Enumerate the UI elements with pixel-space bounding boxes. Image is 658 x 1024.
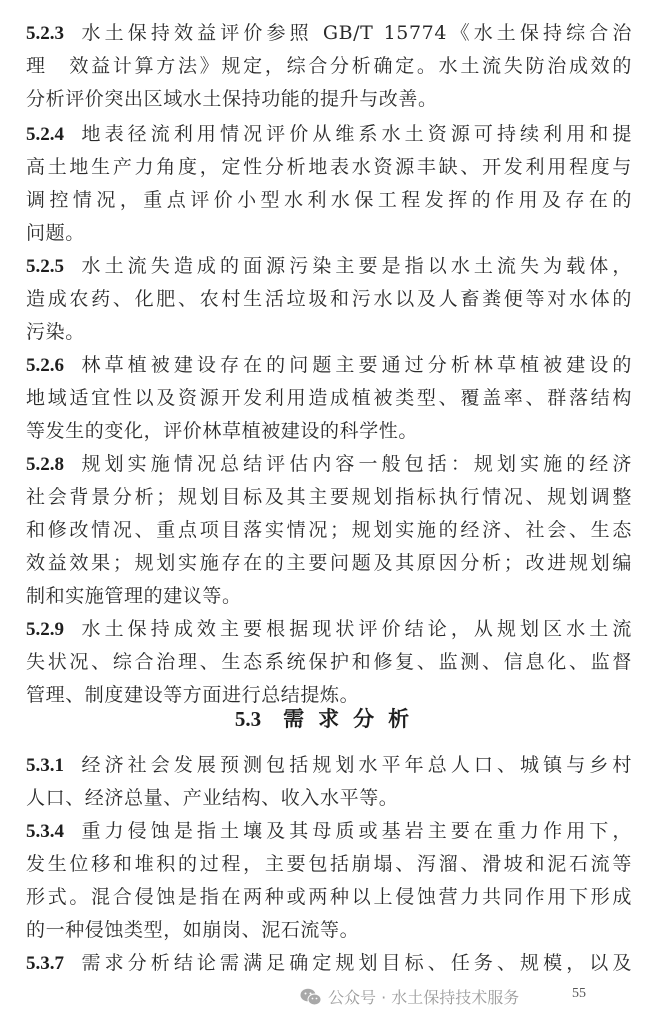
clause-number: 5.2.8 bbox=[26, 454, 64, 475]
paragraph-5-2-6-line-1: 5.2.6 林草植被建设存在的问题主要通过分析林草植被建设的 bbox=[26, 354, 632, 376]
paragraph-line: 管理、制度建设等方面进行总结提炼。 bbox=[26, 684, 360, 706]
paragraph-line: 失状况、综合治理、生态系统保护和修复、监测、信息化、监督 bbox=[26, 651, 632, 673]
paragraph-line: 社会背景分析；规划目标及其主要规划指标执行情况、规划调整 bbox=[26, 486, 632, 508]
section-heading bbox=[0, 702, 658, 736]
paragraph-line: 和修改情况、重点项目落实情况；规划实施的经济、社会、生态 bbox=[26, 519, 632, 541]
paragraph-line: 理 效益计算方法》规定，综合分析确定。水土流失防治成效的 bbox=[26, 55, 632, 77]
paragraph-line: 调控情况，重点评价小型水利水保工程发挥的作用及存在的 bbox=[26, 189, 632, 211]
section-number: 5.3 bbox=[234, 707, 262, 731]
paragraph-5-3-1-line-1: 5.3.1 经济社会发展预测包括规划水平年总人口、城镇与乡村 bbox=[26, 754, 632, 776]
paragraph-line: 造成农药、化肥、农村生活垃圾和污水以及人畜粪便等对水体的 bbox=[26, 288, 632, 310]
paragraph-line: 制和实施管理的建议等。 bbox=[26, 585, 242, 607]
paragraph-5-2-9-line-1: 5.2.9 水土保持成效主要根据现状评价结论，从规划区水土流 bbox=[26, 618, 632, 640]
paragraph-line: 效益效果；规划实施存在的主要问题及其原因分析；改进规划编 bbox=[26, 552, 632, 574]
watermark-text: 公众号 · 水土保持技术服务 bbox=[328, 988, 520, 1007]
clause-number: 5.2.9 bbox=[26, 619, 64, 640]
section-title-text: 需求分析 bbox=[283, 706, 424, 731]
paragraph-line: 问题。 bbox=[26, 222, 85, 244]
paragraph-line: 分析评价突出区域水土保持功能的提升与改善。 bbox=[26, 88, 438, 110]
clause-number: 5.3.1 bbox=[26, 755, 64, 776]
paragraph-5-3-4-line-1: 5.3.4 重力侵蚀是指土壤及其母质或基岩主要在重力作用下， bbox=[26, 820, 632, 842]
clause-number: 5.2.3 bbox=[26, 23, 64, 44]
paragraph-5-2-5-line-1: 5.2.5 水土流失造成的面源污染主要是指以水土流失为载体， bbox=[26, 255, 632, 277]
paragraph-line: 地域适宜性以及资源开发利用造成植被类型、覆盖率、群落结构 bbox=[26, 387, 632, 409]
paragraph-line: 污染。 bbox=[26, 321, 85, 343]
paragraph-5-3-7-line-1: 5.3.7 需求分析结论需满足确定规划目标、任务、规模，以及 bbox=[26, 952, 632, 974]
watermark bbox=[300, 985, 519, 1011]
paragraph-line: 高土地生产力角度，定性分析地表水资源丰缺、开发利用程度与 bbox=[26, 156, 632, 178]
clause-number: 5.3.4 bbox=[26, 821, 64, 842]
paragraph-line: 形式。混合侵蚀是指在两种或两种以上侵蚀营力共同作用下形成 bbox=[26, 886, 632, 908]
paragraph-line: 的一种侵蚀类型，如崩岗、泥石流等。 bbox=[26, 919, 360, 941]
clause-number: 5.3.7 bbox=[26, 953, 64, 974]
paragraph-line: 人口、经济总量、产业结构、收入水平等。 bbox=[26, 787, 399, 809]
clause-number: 5.2.6 bbox=[26, 355, 64, 376]
wechat-icon bbox=[300, 988, 322, 1006]
paragraph-line: 等发生的变化，评价林草植被建设的科学性。 bbox=[26, 420, 419, 442]
clause-number: 5.2.4 bbox=[26, 124, 64, 145]
page-number: 55 bbox=[572, 986, 586, 1001]
paragraph-5-2-4-line-1: 5.2.4 地表径流利用情况评价从维系水土资源可持续利用和提 bbox=[26, 123, 632, 145]
paragraph-5-2-3-line-1: 5.2.3 水土保持效益评价参照 GB/T 15774《水土保持综合治 bbox=[26, 22, 632, 44]
paragraph-5-2-8-line-1: 5.2.8 规划实施情况总结评估内容一般包括：规划实施的经济 bbox=[26, 453, 632, 475]
clause-number: 5.2.5 bbox=[26, 256, 64, 277]
paragraph-line: 发生位移和堆积的过程，主要包括崩塌、泻溜、滑坡和泥石流等 bbox=[26, 853, 632, 875]
